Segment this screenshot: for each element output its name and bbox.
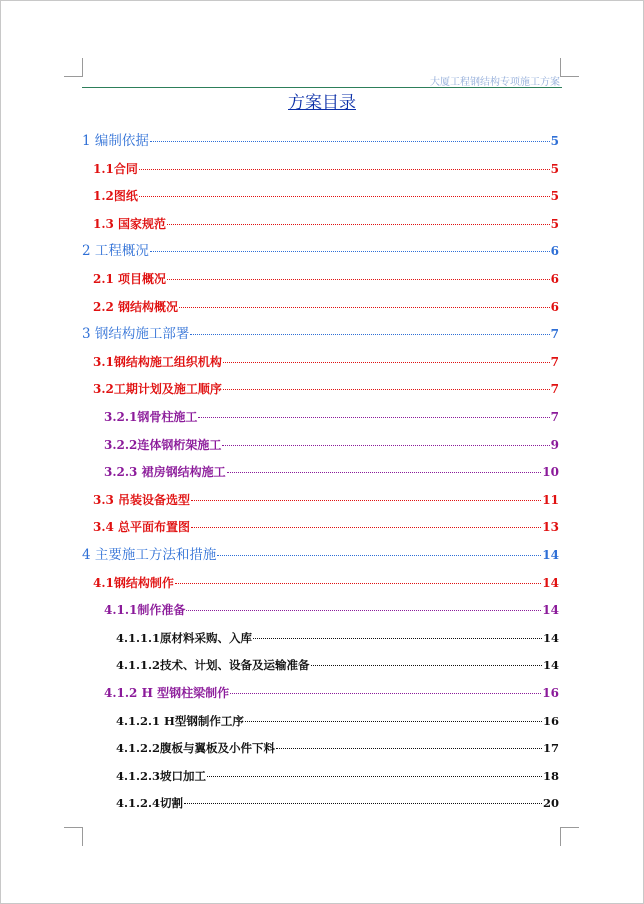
toc-entry-label: 4.1.2.4切割 bbox=[116, 796, 184, 811]
toc-entry-page-number: 5 bbox=[550, 134, 559, 148]
toc-entry-page-number: 11 bbox=[542, 492, 559, 507]
crop-mark-top-right bbox=[560, 58, 579, 77]
toc-entry-label: 1.3 国家规范 bbox=[93, 216, 167, 231]
toc-entry-label: 4.1.1.2技术、计划、设备及运输准备 bbox=[116, 658, 310, 673]
toc-entry-label: 3.2工期计划及施工顺序 bbox=[93, 382, 222, 397]
toc-entry-label: 3 钢结构施工部署 bbox=[82, 326, 190, 343]
toc-entry-label: 2.1 项目概况 bbox=[93, 272, 167, 286]
toc-entry[interactable] bbox=[93, 490, 559, 510]
toc-entry[interactable] bbox=[104, 407, 559, 427]
crop-mark-bottom-left bbox=[64, 827, 83, 846]
toc-dot-leader bbox=[207, 776, 542, 777]
toc-entry-label: 4.1.1.1原材料采购、入库 bbox=[116, 630, 253, 645]
toc-dot-leader bbox=[175, 583, 541, 584]
toc-entry[interactable] bbox=[116, 766, 559, 786]
toc-dot-leader bbox=[222, 445, 549, 446]
toc-entry[interactable] bbox=[116, 793, 559, 813]
toc-dot-leader bbox=[167, 224, 550, 225]
toc-dot-leader bbox=[230, 693, 541, 694]
toc-entry-label: 2.2 钢结构概况 bbox=[93, 299, 179, 314]
toc-entry[interactable] bbox=[93, 379, 559, 399]
toc-dot-leader bbox=[150, 251, 550, 252]
toc-dot-leader bbox=[253, 638, 542, 639]
toc-entry-page-number: 7 bbox=[550, 382, 559, 397]
toc-dot-leader bbox=[191, 527, 541, 528]
toc-entry[interactable] bbox=[93, 186, 559, 206]
toc-entry-label: 4.1.2.3坡口加工 bbox=[116, 768, 207, 783]
toc-entry-page-number: 7 bbox=[550, 410, 559, 424]
toc-entry[interactable] bbox=[82, 241, 559, 261]
toc-dot-leader bbox=[190, 334, 549, 335]
toc-dot-leader bbox=[198, 417, 549, 418]
crop-mark-top-left bbox=[64, 58, 83, 77]
toc-dot-leader bbox=[150, 141, 550, 142]
toc-entry-label: 4.1.2 H 型钢柱梁制作 bbox=[104, 686, 230, 700]
toc-entry[interactable] bbox=[93, 297, 559, 317]
toc-entry[interactable] bbox=[104, 462, 559, 482]
toc-entry-page-number: 16 bbox=[542, 686, 559, 700]
toc-dot-leader bbox=[191, 500, 541, 501]
toc-entry-page-number: 20 bbox=[542, 796, 559, 811]
toc-entry-label: 3.2.1钢骨柱施工 bbox=[104, 410, 198, 424]
toc-entry-page-number: 14 bbox=[542, 630, 559, 645]
toc-dot-leader bbox=[217, 555, 541, 556]
toc-entry-label: 4.1钢结构制作 bbox=[93, 575, 174, 590]
toc-entry[interactable] bbox=[116, 628, 559, 648]
toc-entry[interactable] bbox=[116, 738, 559, 758]
toc-entry[interactable] bbox=[104, 683, 559, 703]
toc-entry-page-number: 18 bbox=[542, 768, 559, 783]
toc-entry-page-number: 14 bbox=[542, 658, 559, 673]
toc-entry[interactable] bbox=[116, 655, 559, 675]
toc-dot-leader bbox=[184, 803, 542, 804]
toc-entry[interactable] bbox=[82, 131, 559, 151]
toc-entry-page-number: 9 bbox=[550, 437, 559, 452]
toc-entry[interactable] bbox=[82, 324, 559, 344]
toc-entry-label: 1.1合同 bbox=[93, 161, 138, 176]
toc-dot-leader bbox=[223, 389, 550, 390]
toc-entry[interactable] bbox=[116, 711, 559, 731]
toc-dot-leader bbox=[245, 721, 542, 722]
toc-heading: 方案目录 bbox=[288, 93, 356, 113]
toc-dot-leader bbox=[179, 307, 550, 308]
toc-entry-page-number: 5 bbox=[550, 161, 559, 176]
toc-entry[interactable] bbox=[93, 517, 559, 537]
toc-entry-page-number: 13 bbox=[542, 520, 559, 535]
toc-entry-page-number: 14 bbox=[542, 603, 559, 618]
toc-entry-label: 4.1.2.1 H型钢制作工序 bbox=[116, 713, 244, 728]
toc-entry-label: 3.2.2连体钢桁架施工 bbox=[104, 437, 222, 452]
toc-entry[interactable] bbox=[93, 352, 559, 372]
toc-entry-page-number: 16 bbox=[542, 713, 559, 728]
toc-dot-leader bbox=[276, 748, 542, 749]
toc-entry[interactable] bbox=[104, 435, 559, 455]
toc-entry-label: 4.1.2.2腹板与翼板及小件下料 bbox=[116, 741, 276, 756]
toc-entry-page-number: 6 bbox=[550, 244, 559, 259]
toc-entry-label: 3.4 总平面布置图 bbox=[93, 520, 191, 535]
toc-entry-page-number: 5 bbox=[550, 189, 559, 204]
toc-entry-label: 4 主要施工方法和措施 bbox=[82, 547, 217, 563]
toc-entry-page-number: 7 bbox=[550, 327, 559, 342]
toc-entry-label: 3.1钢结构施工组织机构 bbox=[93, 354, 222, 369]
running-header: 大厦工程钢结构专项施工方案 bbox=[430, 77, 560, 88]
toc-entry-page-number: 14 bbox=[542, 548, 559, 562]
toc-entry-label: 1 编制依据 bbox=[82, 133, 149, 149]
toc-entry-label: 4.1.1制作准备 bbox=[104, 603, 186, 618]
toc-dot-leader bbox=[139, 196, 550, 197]
toc-entry-page-number: 6 bbox=[550, 272, 559, 286]
toc-dot-leader bbox=[139, 169, 550, 170]
toc-entry-page-number: 17 bbox=[542, 741, 559, 756]
toc-entry-page-number: 14 bbox=[542, 575, 559, 590]
toc-entry-label: 3.3 吊装设备选型 bbox=[93, 492, 191, 507]
toc-entry[interactable] bbox=[104, 600, 559, 620]
toc-dot-leader bbox=[167, 279, 550, 280]
toc-entry[interactable] bbox=[93, 159, 559, 179]
toc-dot-leader bbox=[311, 665, 542, 666]
toc-entry-page-number: 5 bbox=[550, 216, 559, 231]
toc-entry[interactable] bbox=[93, 573, 559, 593]
toc-dot-leader bbox=[186, 610, 541, 611]
toc-entry-label: 3.2.3 裙房钢结构施工 bbox=[104, 465, 226, 480]
toc-entry[interactable] bbox=[93, 214, 559, 234]
toc-entry-page-number: 10 bbox=[542, 465, 559, 480]
toc-entry[interactable] bbox=[93, 269, 559, 289]
toc-entry-label: 2 工程概况 bbox=[82, 243, 149, 260]
toc-entry-page-number: 6 bbox=[550, 299, 559, 314]
toc-dot-leader bbox=[227, 472, 542, 473]
toc-entry-page-number: 7 bbox=[550, 354, 559, 369]
toc-dot-leader bbox=[223, 362, 550, 363]
crop-mark-bottom-right bbox=[560, 827, 579, 846]
toc-entry[interactable] bbox=[82, 545, 559, 565]
toc-entry-label: 1.2图纸 bbox=[93, 189, 138, 204]
